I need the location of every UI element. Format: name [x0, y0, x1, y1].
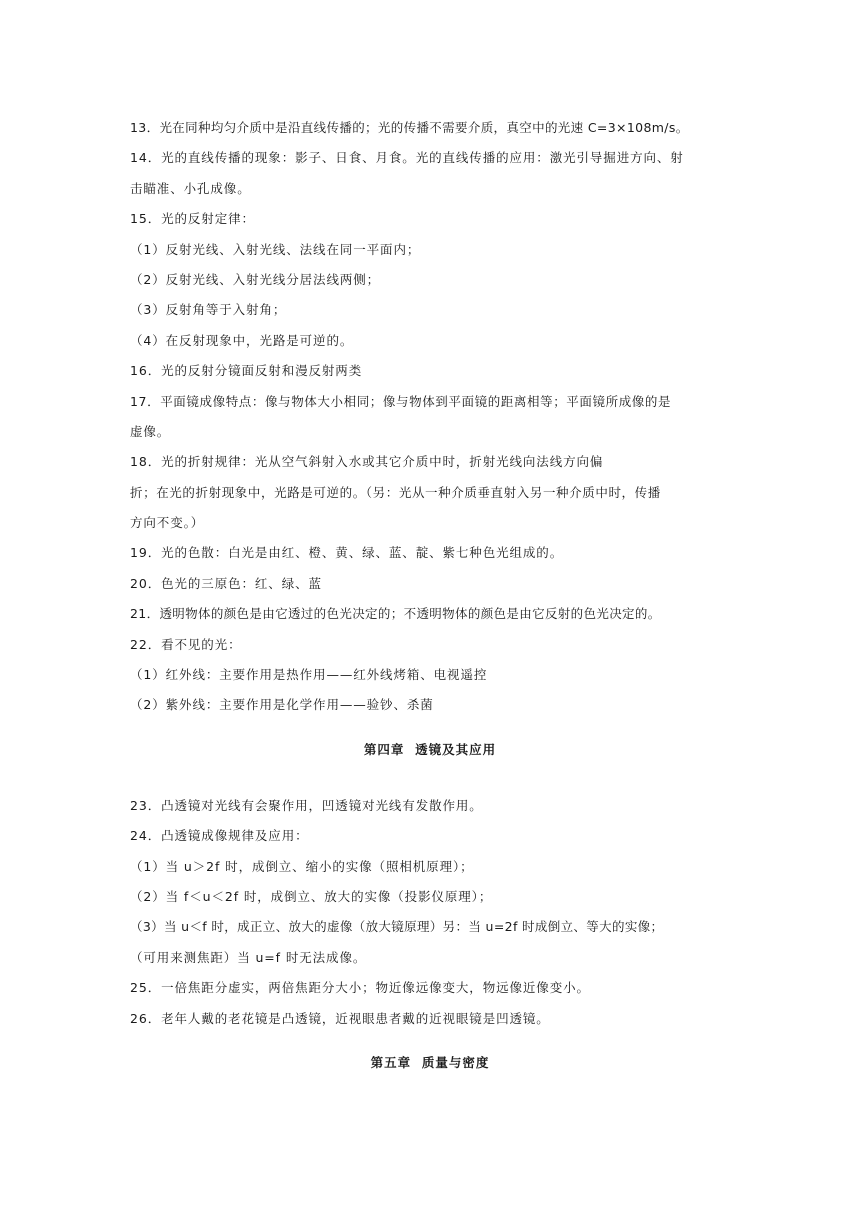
text-line: （2）当 f＜u＜2f 时，成倒立、放大的实像（投影仪原理）；	[130, 888, 493, 904]
text-line: 16．光的反射分镜面反射和漫反射两类	[130, 363, 363, 379]
text-line: （可用来测焦距）当 u=f 时无法成像。	[130, 949, 367, 965]
text-line: 24．凸透镜成像规律及应用：	[130, 828, 309, 844]
text-line: 方向不变。）	[130, 515, 205, 531]
text-line: 19．光的色散：白光是由红、橙、黄、绿、蓝、靛、紫七种色光组成的。	[130, 545, 564, 561]
text-line: （4）在反射现象中，光路是可逆的。	[130, 332, 354, 348]
text-line: 17．平面镜成像特点：像与物体大小相同；像与物体到平面镜的距离相等；平面镜所成像的是	[130, 393, 672, 409]
text-line: 18．光的折射规律：光从空气斜射入水或其它介质中时，折射光线向法线方向偏	[130, 454, 604, 470]
text-line: 25．一倍焦距分虚实，两倍焦距分大小；物近像远像变大，物远像近像变小。	[130, 980, 590, 996]
text-line: （1）红外线：主要作用是热作用——红外线烤箱、电视遥控	[130, 667, 488, 683]
chapter-heading: 第四章 透镜及其应用	[363, 741, 497, 757]
text-line: （2）紫外线：主要作用是化学作用——验钞、杀菌	[130, 697, 434, 713]
text-line: （2）反射光线、入射光线分居法线两侧；	[130, 271, 381, 287]
text-line: （3）当 u＜f 时，成正立、放大的虚像（放大镜原理）另：当 u=2f 时成倒立、等大的实像；	[130, 919, 664, 935]
text-line: （1）反射光线、入射光线、法线在同一平面内；	[130, 241, 421, 257]
text-line: 15．光的反射定律：	[130, 211, 255, 227]
text-line: 22．看不见的光：	[130, 636, 242, 652]
text-line: （3）反射角等于入射角；	[130, 302, 287, 318]
chapter-heading: 第五章 质量与密度	[370, 1054, 490, 1070]
text-line: 13．光在同种均匀介质中是沿直线传播的；光的传播不需要介质，真空中的光速 C=3×108m/s。	[130, 120, 689, 135]
text-line: 击瞄准、小孔成像。	[130, 180, 251, 196]
text-line: 26．老年人戴的老花镜是凸透镜，近视眼患者戴的近视眼镜是凹透镜。	[130, 1010, 550, 1026]
text-line: 21．透明物体的颜色是由它透过的色光决定的；不透明物体的颜色是由它反射的色光决定的。	[130, 606, 661, 622]
text-line: （1）当 u＞2f 时，成倒立、缩小的实像（照相机原理）；	[130, 858, 474, 874]
text-line: 14．光的直线传播的现象：影子、日食、月食。光的直线传播的应用：激光引导掘进方向、射	[130, 150, 684, 166]
text-line: 20．色光的三原色：红、绿、蓝	[130, 575, 322, 591]
page-content	[130, 113, 740, 1078]
text-line: 折；在光的折射现象中，光路是可逆的。（另：光从一种介质垂直射入另一种介质中时，传播	[130, 484, 661, 500]
text-line: 虚像。	[130, 423, 171, 439]
text-line: 23．凸透镜对光线有会聚作用，凹透镜对光线有发散作用。	[130, 797, 483, 813]
